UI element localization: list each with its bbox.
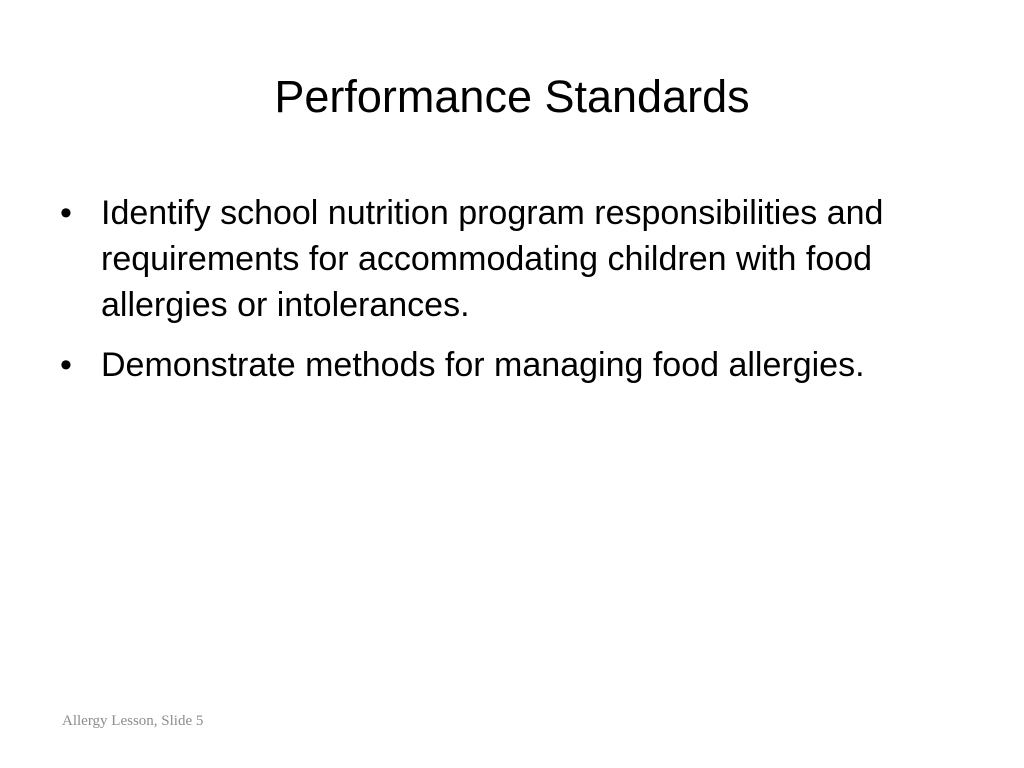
- bullet-item-identify: [56, 190, 966, 328]
- bullet-item-demonstrate: [56, 342, 966, 388]
- bullet-list: [56, 190, 966, 402]
- bullet-dot-icon: •: [60, 346, 72, 384]
- bullet-text: Demonstrate methods for managing food allergies.: [101, 346, 865, 384]
- slide-title: Performance Standards: [274, 71, 750, 122]
- slide-footer: Allergy Lesson, Slide 5: [62, 713, 204, 729]
- bullet-text: Identify school nutrition program responsibilities and requirements for accommodating children with food allergies or intolerances.: [101, 194, 884, 324]
- bullet-dot-icon: •: [60, 194, 72, 232]
